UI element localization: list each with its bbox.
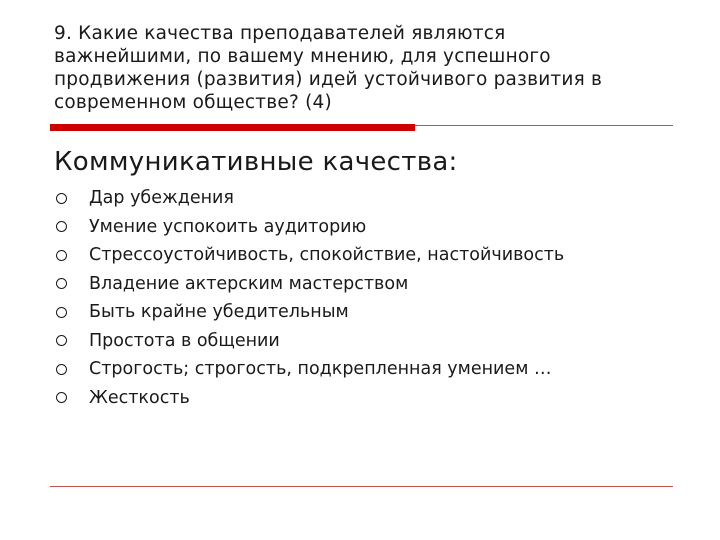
title-accent-bar [50, 124, 415, 131]
list-item [54, 184, 564, 213]
title-line: важнейшими, по вашему мнению, для успешного [54, 46, 551, 67]
circle-bullet-icon [56, 221, 67, 232]
list-item-text: Быть крайне убедительным [89, 302, 349, 323]
list-item-text: Простота в общении [89, 330, 280, 351]
title-line: продвижения (развития) идей устойчивого развития в [54, 69, 603, 90]
title-line: 9. Какие качества преподавателей являются [54, 23, 506, 44]
list-item-text: Стрессоустойчивость, спокойствие, настойчивость [89, 245, 565, 266]
list-item [54, 213, 564, 242]
slide-title [54, 22, 674, 114]
title-line: современном обществе? (4) [54, 92, 332, 113]
circle-bullet-icon [56, 307, 67, 318]
list-item [54, 241, 564, 270]
list-item-text: Жесткость [89, 387, 190, 408]
circle-bullet-icon [56, 392, 67, 403]
qualities-list [54, 184, 564, 412]
circle-bullet-icon [56, 364, 67, 375]
circle-bullet-icon [56, 278, 67, 289]
list-item [54, 355, 564, 384]
circle-bullet-icon [56, 250, 67, 261]
list-item [54, 270, 564, 299]
section-heading: Коммуникативные качества: [54, 147, 458, 177]
list-item [54, 298, 564, 327]
list-item-text: Умение успокоить аудиторию [89, 216, 367, 237]
circle-bullet-icon [56, 193, 67, 204]
circle-bullet-icon [56, 335, 67, 346]
list-item-text: Дар убеждения [89, 188, 234, 209]
list-item [54, 327, 564, 356]
list-item-text: Владение актерским мастерством [89, 273, 409, 294]
list-item [54, 384, 564, 413]
footer-divider-line [50, 486, 673, 487]
list-item-text: Строгость; строгость, подкрепленная умением … [89, 359, 552, 380]
